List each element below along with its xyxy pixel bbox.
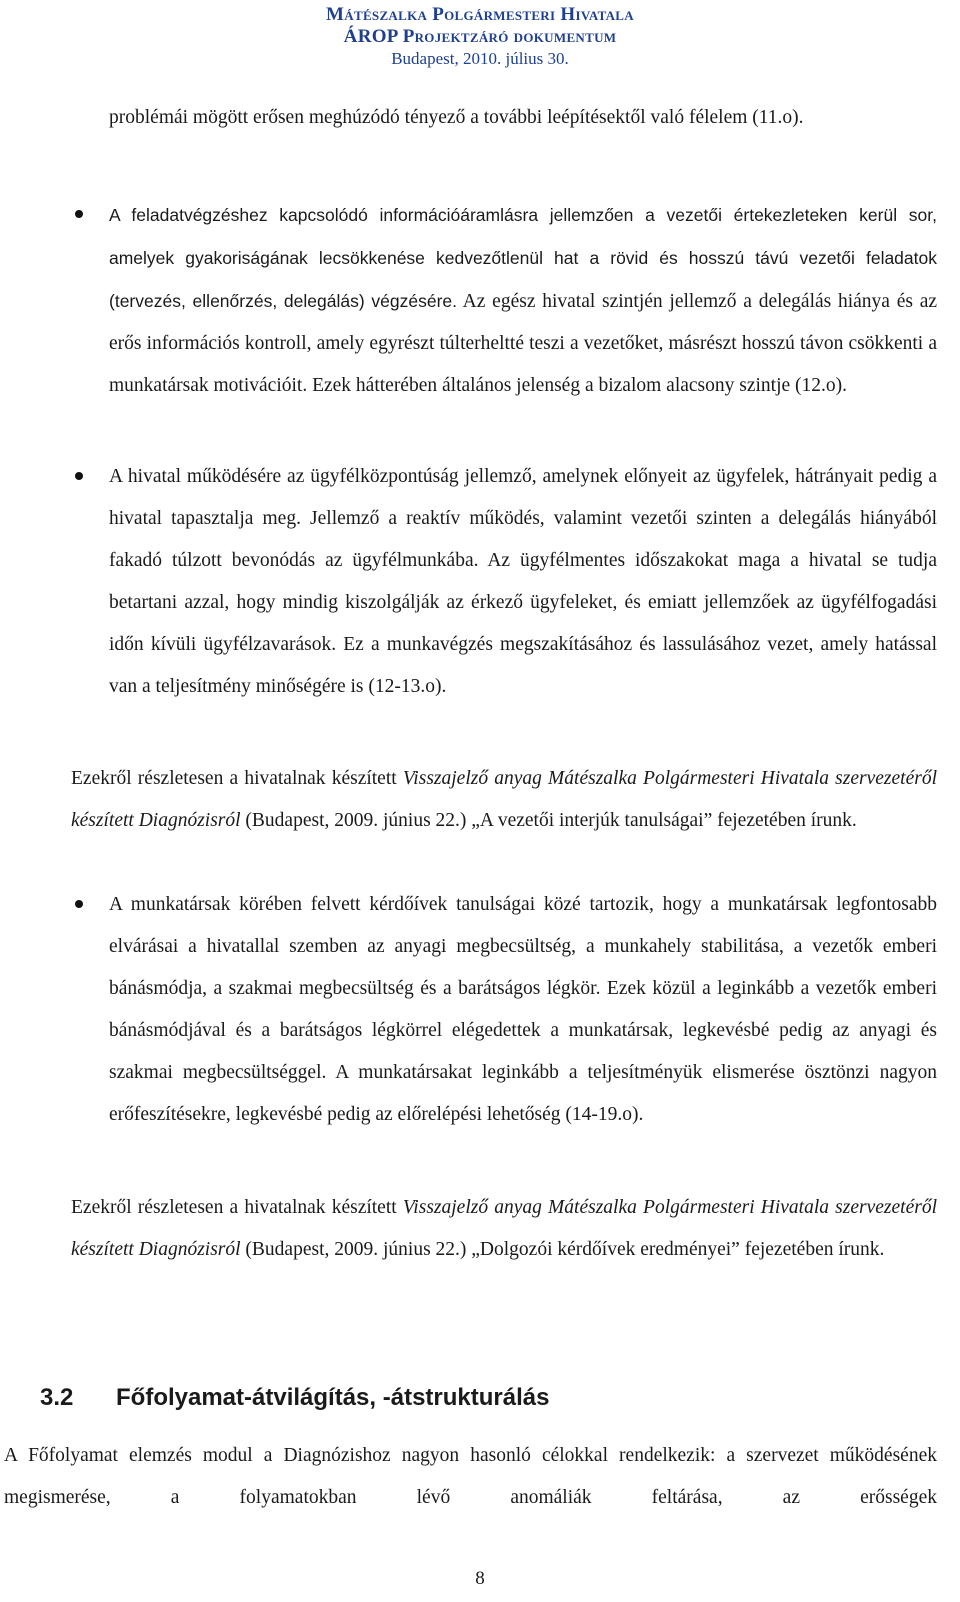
page-number: 8: [475, 1568, 485, 1589]
continuation-text: problémái mögött erősen meghúzódó tényező a további leépítésektől való félelem (11.o).: [109, 107, 804, 128]
bullet-icon: [75, 210, 83, 218]
bullet-paragraph-information-flow: [109, 194, 937, 407]
section-title: Főfolyamat-átvilágítás, -átstrukturálás: [116, 1384, 550, 1411]
bullet-text-sans: A feladatvégzéshez kapcsolódó információáramlásra jellemzően a vezetői értekezleteken kerül sor, amelyek gyakoriságának lecsökkenése kedvezőtlenül hat a rövid és hosszú távú vezetői feladatok (tervezés, ellenőrzés, delegálás) végzésére.: [109, 205, 937, 311]
bullet-paragraph-client-focus: [109, 456, 937, 708]
section-intro-paragraph: [4, 1435, 937, 1519]
bullet-text: Az egész hivatal szintjén jellemző a delegálás hiánya és az erős információs kontroll, amely egyrészt túlterheltté teszi a vezetőket, másrészt hosszú távon csökkenti a munkatársak motivációit. Ezek hátterében általános jelenség a bizalom alacsony szintje (12.o).: [109, 291, 938, 396]
reference-title-italic: Visszajelző anyag Mátészalka Polgármesteri Hivatala szervezetéről készített Diagnózisról: [71, 768, 937, 831]
document-header: [0, 4, 960, 70]
reference-paragraph-questionnaires: [71, 1187, 937, 1271]
reference-text: Ezekről részletesen a hivatalnak készített: [71, 1197, 403, 1218]
header-document-title: ÁROP Projektzáró dokumentum: [343, 26, 617, 47]
bullet-text: A munkatársak körében felvett kérdőívek tanulságai közé tartozik, hogy a munkatársak legfontosabb elvárásai a hivatallal szemben az anyagi megbecsültség, a munkahely stabilitása, a vezetők emberi bánásmódja, a szakmai megbecsültség és a barátságos légkör. Ezek közül a leginkább a vezetők emberi bánásmódjával és a barátságos légkörrel elégedettek a munkatársak, legkevésbé pedig az anyagi és szakmai megbecsültséggel. A munkatársakat leginkább a teljesítményük elismerése ösztönzi nagyon erőfeszítésekre, legkevésbé pedig az előrelépési lehetőség (14-19.o).: [109, 894, 937, 1125]
reference-paragraph-interviews: [71, 758, 937, 842]
reference-title-italic: Visszajelző anyag Mátészalka Polgármesteri Hivatala szervezetéről készített Diagnózisról: [71, 1197, 937, 1260]
header-date: Budapest, 2010. július 30.: [391, 49, 569, 68]
section-number: 3.2: [40, 1384, 74, 1411]
bullet-icon: [75, 900, 83, 908]
intro-text: A Főfolyamat elemzés modul a Diagnózishoz nagyon hasonló célokkal rendelkezik: a szervezet működésének megismerése, a folyamatokban lévő anomáliák feltárása, az erősségek: [4, 1445, 937, 1508]
header-organization: Mátészalka Polgármesteri Hivatala: [326, 4, 634, 25]
bullet-icon: [75, 472, 83, 480]
reference-text: Ezekről részletesen a hivatalnak készített: [71, 768, 403, 789]
bullet-paragraph-questionnaires: [109, 884, 937, 1136]
bullet-text: A hivatal működésére az ügyfélközpontúság jellemző, amelynek előnyeit az ügyfelek, hátrányait pedig a hivatal tapasztalja meg. Jellemző a reaktív működés, valamint vezetői szinten a delegálás hiányából fakadó túlzott bevonódás az ügyfélmunkába. Az ügyfélmentes időszakokat maga a hivatal se tudja betartani azzal, hogy mindig kiszolgálják az érkező ügyfeleket, és emiatt jellemzőek az ügyfélfogadási időn kívüli ügyfélzavarások. Ez a munkavégzés megszakításához és lassulásához vezet, amely hatással van a teljesítmény minőségére is (12-13.o).: [109, 466, 937, 697]
section-heading: [40, 1384, 549, 1412]
reference-text-tail: (Budapest, 2009. június 22.) „Dolgozói kérdőívek eredményei” fejezetében írunk.: [240, 1239, 885, 1260]
reference-text-tail: (Budapest, 2009. június 22.) „A vezetői interjúk tanulságai” fejezetében írunk.: [240, 810, 857, 831]
paragraph-continuation: [109, 97, 937, 139]
